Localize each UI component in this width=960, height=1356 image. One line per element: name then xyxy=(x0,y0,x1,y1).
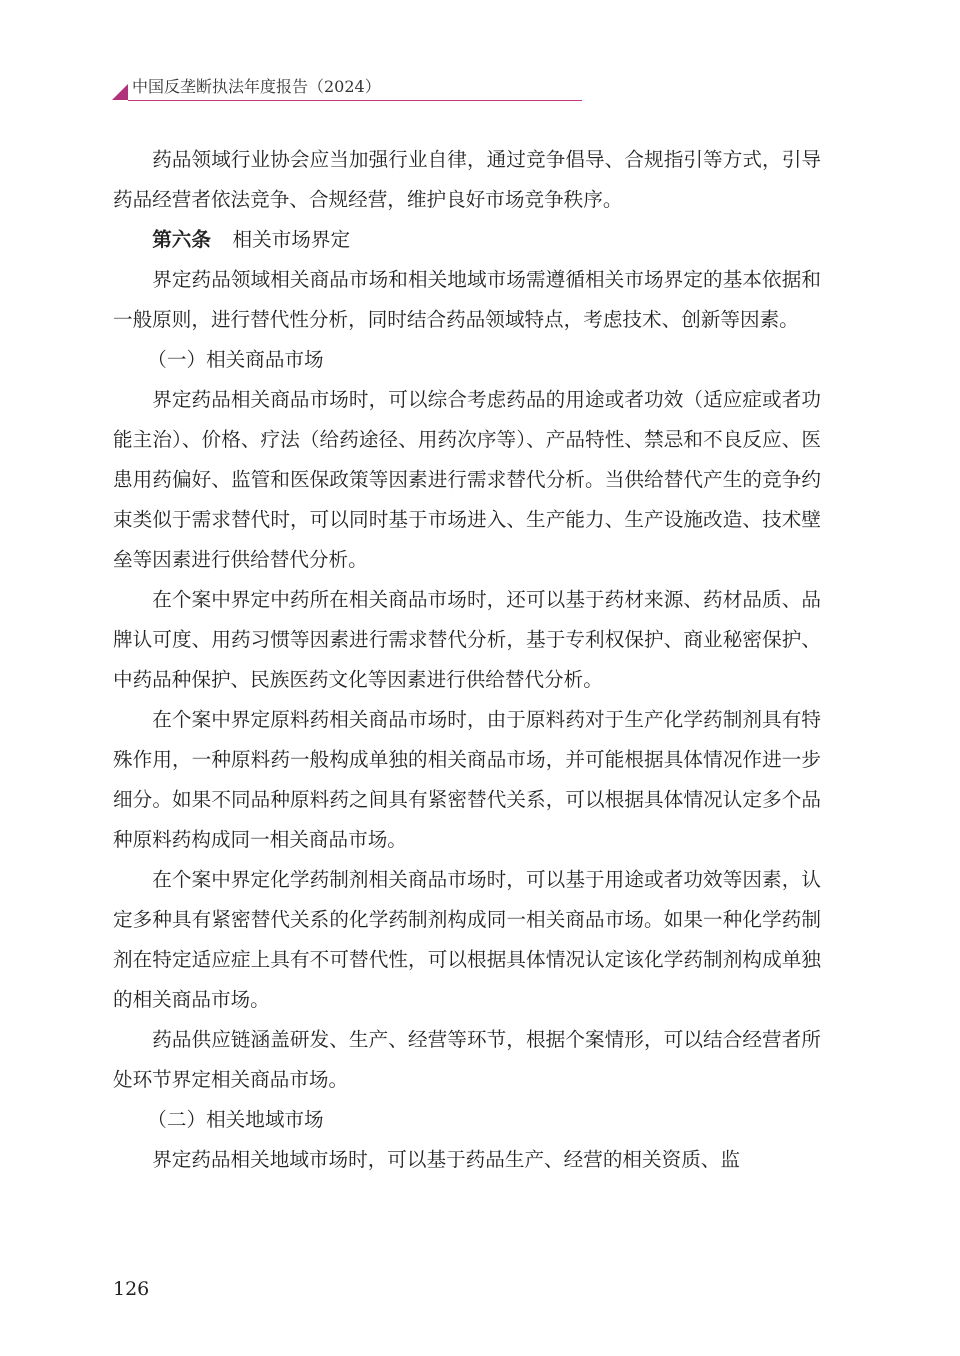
subheading-product-market: （一）相关商品市场 xyxy=(147,348,324,371)
paragraph-product-market-factors: 界定药品相关商品市场时，可以综合考虑药品的用途或者功效（适应症或者功能主治）、价格、疗法（给药途径、用药次序等）、产品特性、禁忌和不良反应、医患用药偏好、监管和医保政策等因素进行需求替代分析。当供给替代产生的竞争约束类似于需求替代时，可以同时基于市场进入、生产能力、生产设施改造、技术壁垒等因素进行供给替代分析。 xyxy=(113,388,821,571)
paragraph-geographic-market: 界定药品相关地域市场时，可以基于药品生产、经营的相关资质、监 xyxy=(152,1148,740,1171)
header-rule xyxy=(128,100,582,101)
article-number: 第六条 xyxy=(152,228,211,251)
paragraph-supply-chain: 药品供应链涵盖研发、生产、经营等环节，根据个案情形，可以结合经营者所处环节界定相关商品市场。 xyxy=(113,1028,821,1091)
paragraph-chemical-drug-market: 在个案中界定化学药制剂相关商品市场时，可以基于用途或者功效等因素，认定多种具有紧密替代关系的化学药制剂构成同一相关商品市场。如果一种化学药制剂在特定适应症上具有不可替代性，可以根据具体情况认定该化学药制剂构成单独的相关商品市场。 xyxy=(113,868,821,1011)
header-triangle-marker xyxy=(112,84,128,100)
subheading-geographic-market: （二）相关地域市场 xyxy=(147,1108,324,1131)
body-text xyxy=(113,140,821,1180)
paragraph-tcm-market: 在个案中界定中药所在相关商品市场时，还可以基于药材来源、药材品质、品牌认可度、用药习惯等因素进行需求替代分析，基于专利权保护、商业秘密保护、中药品种保护、民族医药文化等因素进行供给替代分析。 xyxy=(113,588,821,691)
paragraph-market-definition-basis: 界定药品领域相关商品市场和相关地域市场需遵循相关市场界定的基本依据和一般原则，进行替代性分析，同时结合药品领域特点，考虑技术、创新等因素。 xyxy=(113,268,821,331)
article-heading xyxy=(113,220,821,260)
article-title: 相关市场界定 xyxy=(232,228,351,251)
header-title: 中国反垄断执法年度报告（2024） xyxy=(132,77,381,96)
paragraph-industry-association: 药品领域行业协会应当加强行业自律，通过竞争倡导、合规指引等方式，引导药品经营者依法竞争、合规经营，维护良好市场竞争秩序。 xyxy=(113,148,821,211)
paragraph-api-market: 在个案中界定原料药相关商品市场时，由于原料药对于生产化学药制剂具有特殊作用，一种原料药一般构成单独的相关商品市场，并可能根据具体情况作进一步细分。如果不同品种原料药之间具有紧密替代关系，可以根据具体情况认定多个品种原料药构成同一相关商品市场。 xyxy=(113,708,821,851)
page-number: 126 xyxy=(113,1278,150,1300)
